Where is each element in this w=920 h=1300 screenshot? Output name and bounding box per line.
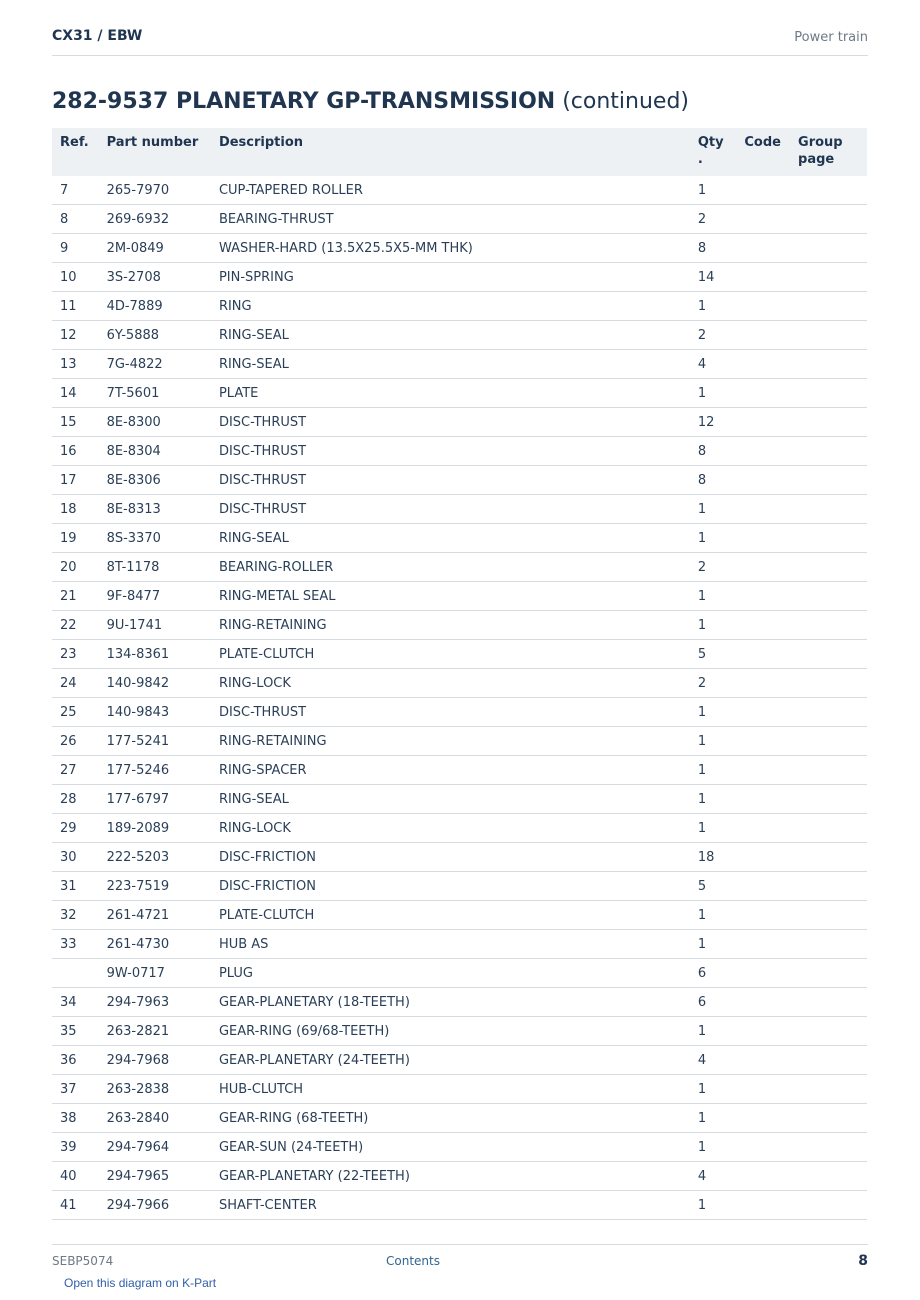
- group-page-cell: [790, 1046, 867, 1075]
- part-number-cell: 177-5241: [99, 727, 211, 756]
- qty-cell: 2: [690, 205, 737, 234]
- code-cell: [736, 408, 790, 437]
- ref-cell: 39: [52, 1133, 99, 1162]
- part-number-cell: 294-7965: [99, 1162, 211, 1191]
- qty-cell: 12: [690, 408, 737, 437]
- description-cell: DISC-THRUST: [211, 698, 690, 727]
- ref-cell: 38: [52, 1104, 99, 1133]
- qty-cell: 1: [690, 292, 737, 321]
- qty-cell: 1: [690, 524, 737, 553]
- table-row: [52, 292, 867, 321]
- code-cell: [736, 669, 790, 698]
- group-page-cell: [790, 901, 867, 930]
- group-page-cell: [790, 785, 867, 814]
- group-page-cell: [790, 379, 867, 408]
- ref-cell: 14: [52, 379, 99, 408]
- description-cell: DISC-THRUST: [211, 466, 690, 495]
- part-number-cell: 222-5203: [99, 843, 211, 872]
- description-cell: RING-SEAL: [211, 524, 690, 553]
- group-page-cell: [790, 1017, 867, 1046]
- part-number-cell: 265-7970: [99, 176, 211, 205]
- code-cell: [736, 959, 790, 988]
- ref-cell: 23: [52, 640, 99, 669]
- qty-cell: 18: [690, 843, 737, 872]
- description-cell: GEAR-PLANETARY (22-TEETH): [211, 1162, 690, 1191]
- qty-cell: 6: [690, 959, 737, 988]
- description-cell: PLUG: [211, 959, 690, 988]
- group-page-cell: [790, 1104, 867, 1133]
- ref-cell: 15: [52, 408, 99, 437]
- group-page-cell: [790, 582, 867, 611]
- parts-table: [52, 128, 867, 1220]
- part-number-cell: 8T-1178: [99, 553, 211, 582]
- qty-cell: 4: [690, 1162, 737, 1191]
- ref-cell: 9: [52, 234, 99, 263]
- part-number-cell: 223-7519: [99, 872, 211, 901]
- column-header-qty: Qty .: [690, 128, 737, 176]
- code-cell: [736, 176, 790, 205]
- qty-cell: 1: [690, 1017, 737, 1046]
- group-page-cell: [790, 176, 867, 205]
- table-row: [52, 988, 867, 1017]
- description-cell: PLATE: [211, 379, 690, 408]
- title-main: 282-9537 PLANETARY GP-TRANSMISSION: [52, 89, 556, 114]
- table-row: [52, 785, 867, 814]
- group-page-cell: [790, 988, 867, 1017]
- code-cell: [736, 466, 790, 495]
- table-row: [52, 611, 867, 640]
- table-row: [52, 234, 867, 263]
- code-cell: [736, 234, 790, 263]
- table-row: [52, 321, 867, 350]
- part-number-cell: 3S-2708: [99, 263, 211, 292]
- code-cell: [736, 582, 790, 611]
- part-number-cell: 9W-0717: [99, 959, 211, 988]
- group-page-cell: [790, 408, 867, 437]
- code-cell: [736, 1046, 790, 1075]
- part-number-cell: 8S-3370: [99, 524, 211, 553]
- qty-cell: 1: [690, 756, 737, 785]
- table-row: [52, 408, 867, 437]
- part-number-cell: 7T-5601: [99, 379, 211, 408]
- part-number-cell: 140-9843: [99, 698, 211, 727]
- code-cell: [736, 524, 790, 553]
- qty-cell: 1: [690, 1075, 737, 1104]
- description-cell: SHAFT-CENTER: [211, 1191, 690, 1220]
- description-cell: GEAR-PLANETARY (24-TEETH): [211, 1046, 690, 1075]
- code-cell: [736, 901, 790, 930]
- qty-cell: 5: [690, 640, 737, 669]
- group-page-cell: [790, 437, 867, 466]
- qty-cell: 8: [690, 437, 737, 466]
- qty-cell: 1: [690, 1191, 737, 1220]
- qty-cell: 1: [690, 176, 737, 205]
- table-row: [52, 553, 867, 582]
- description-cell: DISC-FRICTION: [211, 872, 690, 901]
- ref-cell: 36: [52, 1046, 99, 1075]
- part-number-cell: 134-8361: [99, 640, 211, 669]
- description-cell: PLATE-CLUTCH: [211, 640, 690, 669]
- table-row: [52, 205, 867, 234]
- ref-cell: 21: [52, 582, 99, 611]
- code-cell: [736, 1162, 790, 1191]
- part-number-cell: 261-4730: [99, 930, 211, 959]
- group-page-cell: [790, 727, 867, 756]
- ref-cell: 7: [52, 176, 99, 205]
- part-number-cell: 4D-7889: [99, 292, 211, 321]
- part-number-cell: 6Y-5888: [99, 321, 211, 350]
- qty-cell: 1: [690, 582, 737, 611]
- part-number-cell: 294-7968: [99, 1046, 211, 1075]
- description-cell: CUP-TAPERED ROLLER: [211, 176, 690, 205]
- description-cell: RING-LOCK: [211, 814, 690, 843]
- model-label: CX31 / EBW: [52, 28, 143, 44]
- table-row: [52, 1191, 867, 1220]
- qty-cell: 8: [690, 234, 737, 263]
- description-cell: GEAR-RING (69/68-TEETH): [211, 1017, 690, 1046]
- description-cell: RING-SEAL: [211, 785, 690, 814]
- qty-cell: 1: [690, 611, 737, 640]
- part-number-cell: 9F-8477: [99, 582, 211, 611]
- table-row: [52, 524, 867, 553]
- code-cell: [736, 379, 790, 408]
- qty-cell: 5: [690, 872, 737, 901]
- description-cell: RING-SEAL: [211, 321, 690, 350]
- code-cell: [736, 698, 790, 727]
- ref-cell: 25: [52, 698, 99, 727]
- page-header: [52, 28, 868, 56]
- description-cell: DISC-THRUST: [211, 408, 690, 437]
- group-page-cell: [790, 756, 867, 785]
- part-number-cell: 263-2821: [99, 1017, 211, 1046]
- group-page-cell: [790, 698, 867, 727]
- part-number-cell: 140-9842: [99, 669, 211, 698]
- description-cell: DISC-FRICTION: [211, 843, 690, 872]
- code-cell: [736, 930, 790, 959]
- qty-cell: 1: [690, 495, 737, 524]
- ref-cell: 30: [52, 843, 99, 872]
- description-cell: GEAR-RING (68-TEETH): [211, 1104, 690, 1133]
- qty-cell: 1: [690, 1133, 737, 1162]
- table-row: [52, 698, 867, 727]
- ref-cell: 26: [52, 727, 99, 756]
- page-footer: [52, 1244, 868, 1275]
- part-number-cell: 294-7964: [99, 1133, 211, 1162]
- ref-cell: 27: [52, 756, 99, 785]
- description-cell: DISC-THRUST: [211, 495, 690, 524]
- part-number-cell: 9U-1741: [99, 611, 211, 640]
- table-row: [52, 437, 867, 466]
- column-header-ref: Ref.: [52, 128, 99, 176]
- group-page-cell: [790, 1075, 867, 1104]
- table-row: [52, 466, 867, 495]
- table-row: [52, 843, 867, 872]
- part-number-cell: 8E-8304: [99, 437, 211, 466]
- ref-cell: 29: [52, 814, 99, 843]
- ref-cell: 35: [52, 1017, 99, 1046]
- table-row: [52, 1162, 867, 1191]
- qty-cell: 1: [690, 901, 737, 930]
- group-page-cell: [790, 872, 867, 901]
- qty-cell: 4: [690, 350, 737, 379]
- code-cell: [736, 205, 790, 234]
- code-cell: [736, 756, 790, 785]
- group-page-cell: [790, 292, 867, 321]
- code-cell: [736, 292, 790, 321]
- document-id: SEBP5074: [52, 1254, 114, 1268]
- code-cell: [736, 553, 790, 582]
- group-page-cell: [790, 959, 867, 988]
- part-number-cell: 8E-8300: [99, 408, 211, 437]
- table-row: [52, 1017, 867, 1046]
- part-number-cell: 7G-4822: [99, 350, 211, 379]
- code-cell: [736, 640, 790, 669]
- group-page-cell: [790, 350, 867, 379]
- title-suffix: (continued): [562, 89, 690, 114]
- group-page-cell: [790, 930, 867, 959]
- part-number-cell: 263-2838: [99, 1075, 211, 1104]
- code-cell: [736, 1075, 790, 1104]
- ref-cell: [52, 959, 99, 988]
- table-row: [52, 814, 867, 843]
- code-cell: [736, 350, 790, 379]
- qty-cell: 1: [690, 1104, 737, 1133]
- table-row: [52, 350, 867, 379]
- ref-cell: 10: [52, 263, 99, 292]
- ref-cell: 33: [52, 930, 99, 959]
- table-row: [52, 669, 867, 698]
- description-cell: RING: [211, 292, 690, 321]
- qty-cell: 1: [690, 814, 737, 843]
- description-cell: BEARING-ROLLER: [211, 553, 690, 582]
- group-page-cell: [790, 1191, 867, 1220]
- group-page-cell: [790, 640, 867, 669]
- code-cell: [736, 437, 790, 466]
- description-cell: HUB AS: [211, 930, 690, 959]
- contents-link[interactable]: Contents: [386, 1254, 440, 1268]
- qty-cell: 2: [690, 669, 737, 698]
- ref-cell: 24: [52, 669, 99, 698]
- description-cell: RING-RETAINING: [211, 611, 690, 640]
- description-cell: HUB-CLUTCH: [211, 1075, 690, 1104]
- ref-cell: 37: [52, 1075, 99, 1104]
- column-header-description: Description: [211, 128, 690, 176]
- part-number-cell: 269-6932: [99, 205, 211, 234]
- group-page-cell: [790, 814, 867, 843]
- qty-cell: 1: [690, 698, 737, 727]
- ref-cell: 13: [52, 350, 99, 379]
- code-cell: [736, 1133, 790, 1162]
- ref-cell: 8: [52, 205, 99, 234]
- table-row: [52, 640, 867, 669]
- code-cell: [736, 1017, 790, 1046]
- ref-cell: 16: [52, 437, 99, 466]
- code-cell: [736, 263, 790, 292]
- code-cell: [736, 611, 790, 640]
- page-number: 8: [858, 1253, 868, 1269]
- ref-cell: 17: [52, 466, 99, 495]
- ref-cell: 32: [52, 901, 99, 930]
- page-title: [52, 89, 689, 114]
- table-header-row: [52, 128, 867, 176]
- description-cell: RING-SEAL: [211, 350, 690, 379]
- qty-cell: 4: [690, 1046, 737, 1075]
- table-row: [52, 1104, 867, 1133]
- column-header-group-page: Group page: [790, 128, 867, 176]
- description-cell: BEARING-THRUST: [211, 205, 690, 234]
- qty-cell: 2: [690, 321, 737, 350]
- qty-cell: 1: [690, 379, 737, 408]
- part-number-cell: 177-6797: [99, 785, 211, 814]
- group-page-cell: [790, 205, 867, 234]
- column-header-code: Code: [736, 128, 790, 176]
- description-cell: RING-METAL SEAL: [211, 582, 690, 611]
- group-page-cell: [790, 321, 867, 350]
- table-row: [52, 495, 867, 524]
- table-row: [52, 959, 867, 988]
- description-cell: PIN-SPRING: [211, 263, 690, 292]
- group-page-cell: [790, 843, 867, 872]
- qty-cell: 1: [690, 727, 737, 756]
- table-row: [52, 901, 867, 930]
- group-page-cell: [790, 263, 867, 292]
- code-cell: [736, 1104, 790, 1133]
- part-number-cell: 261-4721: [99, 901, 211, 930]
- description-cell: PLATE-CLUTCH: [211, 901, 690, 930]
- part-number-cell: 177-5246: [99, 756, 211, 785]
- code-cell: [736, 843, 790, 872]
- code-cell: [736, 814, 790, 843]
- description-cell: GEAR-SUN (24-TEETH): [211, 1133, 690, 1162]
- column-header-part-number: Part number: [99, 128, 211, 176]
- table-body: [52, 176, 867, 1220]
- table-row: [52, 930, 867, 959]
- table-row: [52, 1046, 867, 1075]
- ref-cell: 12: [52, 321, 99, 350]
- code-cell: [736, 872, 790, 901]
- table-row: [52, 1075, 867, 1104]
- qty-cell: 2: [690, 553, 737, 582]
- part-number-cell: 2M-0849: [99, 234, 211, 263]
- code-cell: [736, 495, 790, 524]
- ref-cell: 22: [52, 611, 99, 640]
- qty-cell: 14: [690, 263, 737, 292]
- table-row: [52, 872, 867, 901]
- description-cell: DISC-THRUST: [211, 437, 690, 466]
- group-page-cell: [790, 1133, 867, 1162]
- group-page-cell: [790, 669, 867, 698]
- ref-cell: 31: [52, 872, 99, 901]
- group-page-cell: [790, 611, 867, 640]
- table-row: [52, 582, 867, 611]
- section-label: Power train: [794, 30, 868, 45]
- ref-cell: 40: [52, 1162, 99, 1191]
- description-cell: RING-RETAINING: [211, 727, 690, 756]
- part-number-cell: 263-2840: [99, 1104, 211, 1133]
- group-page-cell: [790, 1162, 867, 1191]
- table-row: [52, 176, 867, 205]
- description-cell: WASHER-HARD (13.5X25.5X5-MM THK): [211, 234, 690, 263]
- table-row: [52, 263, 867, 292]
- group-page-cell: [790, 234, 867, 263]
- part-number-cell: 8E-8306: [99, 466, 211, 495]
- part-number-cell: 8E-8313: [99, 495, 211, 524]
- code-cell: [736, 1191, 790, 1220]
- ref-cell: 11: [52, 292, 99, 321]
- part-number-cell: 294-7963: [99, 988, 211, 1017]
- description-cell: GEAR-PLANETARY (18-TEETH): [211, 988, 690, 1017]
- table-row: [52, 727, 867, 756]
- open-diagram-link[interactable]: Open this diagram on K-Part: [64, 1276, 217, 1290]
- code-cell: [736, 785, 790, 814]
- qty-cell: 8: [690, 466, 737, 495]
- qty-cell: 1: [690, 785, 737, 814]
- group-page-cell: [790, 524, 867, 553]
- table-row: [52, 756, 867, 785]
- part-number-cell: 189-2089: [99, 814, 211, 843]
- table-row: [52, 1133, 867, 1162]
- ref-cell: 28: [52, 785, 99, 814]
- ref-cell: 18: [52, 495, 99, 524]
- ref-cell: 34: [52, 988, 99, 1017]
- ref-cell: 41: [52, 1191, 99, 1220]
- code-cell: [736, 727, 790, 756]
- ref-cell: 19: [52, 524, 99, 553]
- description-cell: RING-LOCK: [211, 669, 690, 698]
- qty-cell: 6: [690, 988, 737, 1017]
- qty-cell: 1: [690, 930, 737, 959]
- code-cell: [736, 321, 790, 350]
- description-cell: RING-SPACER: [211, 756, 690, 785]
- ref-cell: 20: [52, 553, 99, 582]
- group-page-cell: [790, 466, 867, 495]
- group-page-cell: [790, 553, 867, 582]
- group-page-cell: [790, 495, 867, 524]
- part-number-cell: 294-7966: [99, 1191, 211, 1220]
- table-row: [52, 379, 867, 408]
- code-cell: [736, 988, 790, 1017]
